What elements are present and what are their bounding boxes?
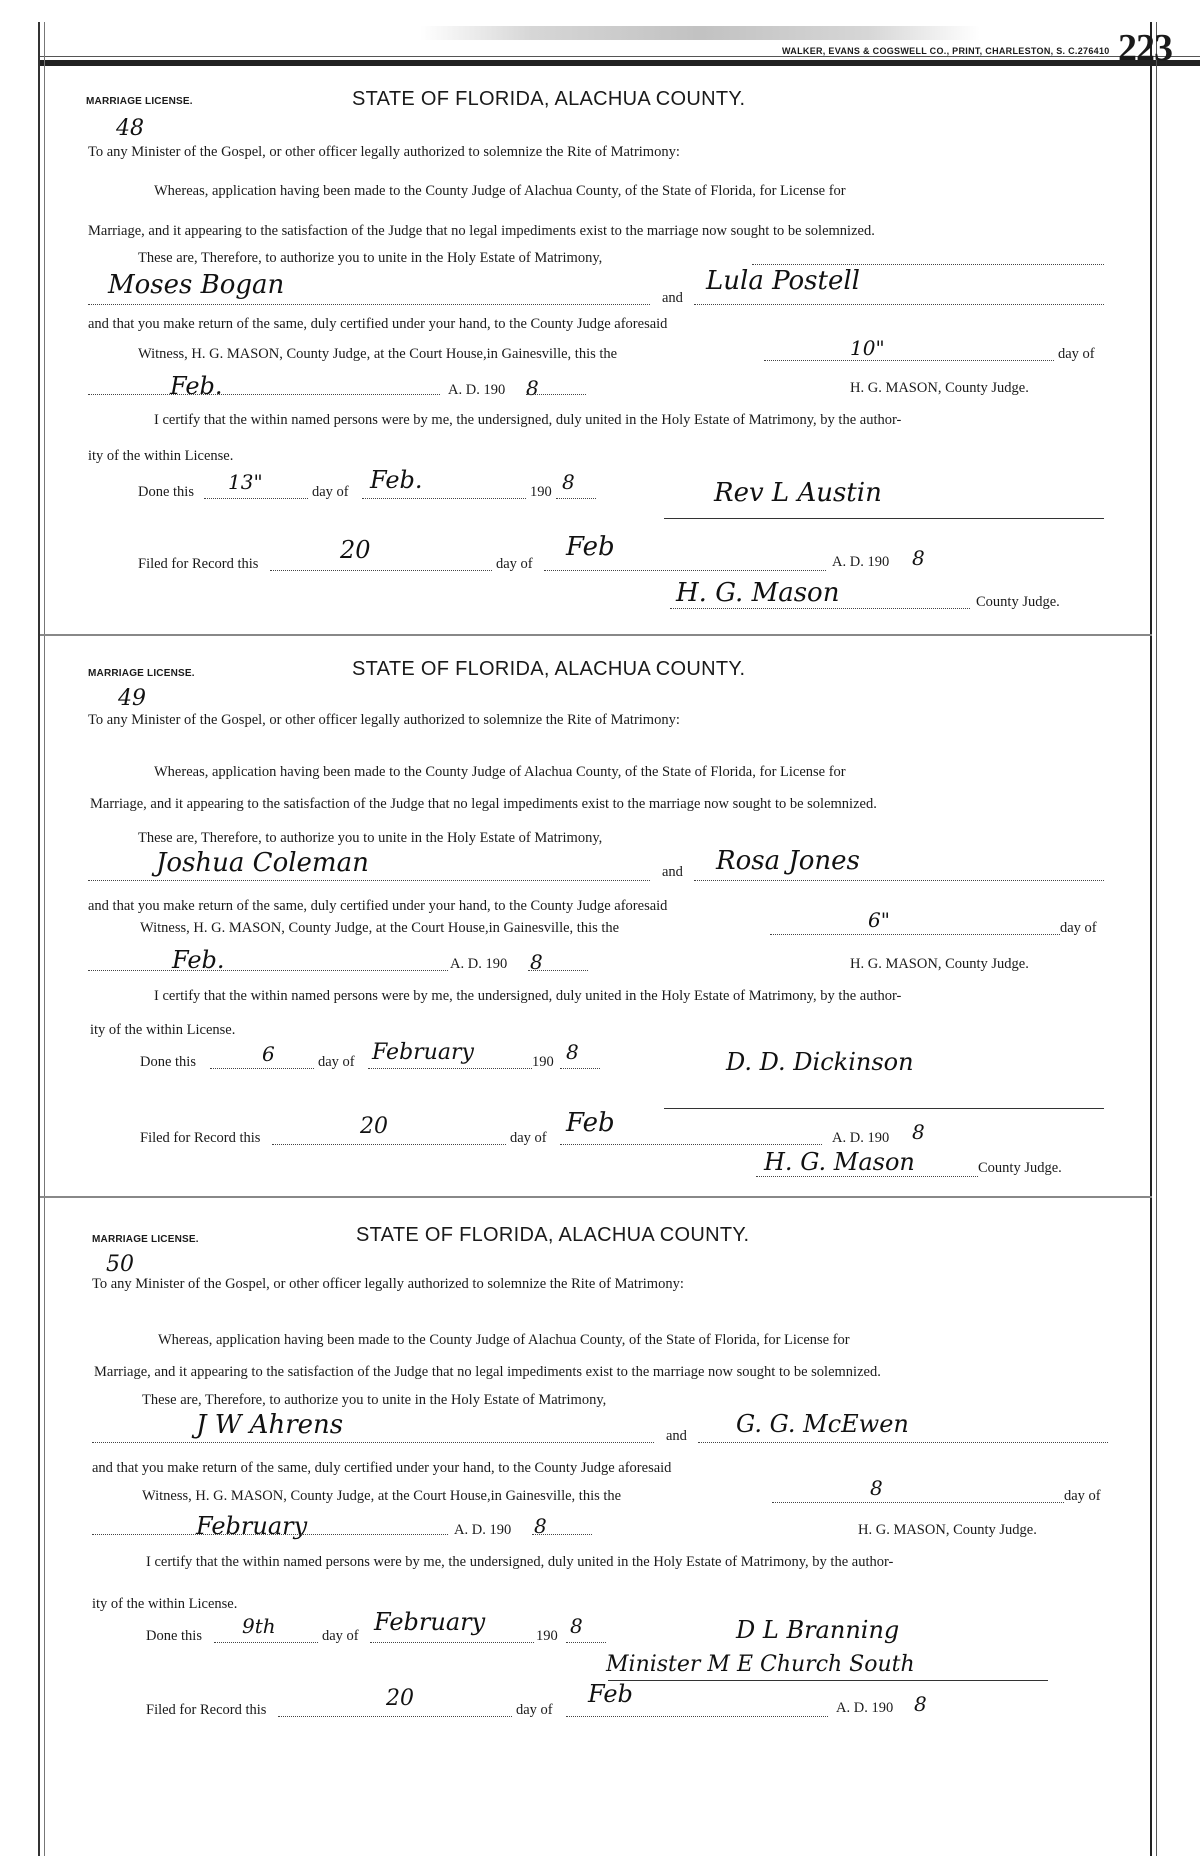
- page-number: 223: [1118, 27, 1172, 69]
- filed-label: Filed for Record this: [146, 1702, 267, 1718]
- done-month: February: [374, 1608, 486, 1636]
- license-label: MARRIAGE LICENSE.: [86, 96, 193, 107]
- done-year: 8: [562, 470, 575, 494]
- certify-line-1: I certify that the within named persons were by me, the undersigned, duly united in the Holy Estate of Matrimony, by the author-: [154, 412, 902, 428]
- top-rule-thin: [40, 56, 1200, 57]
- filed-day: 20: [340, 536, 371, 564]
- these-are: These are, Therefore, to authorize you to unite in the Holy Estate of Matrimony,: [142, 1392, 607, 1408]
- state-title: STATE OF FLORIDA, ALACHUA COUNTY.: [352, 88, 746, 110]
- these-are: These are, Therefore, to authorize you to unite in the Holy Estate of Matrimony,: [138, 250, 603, 266]
- witness-line: Witness, H. G. MASON, County Judge, at the Court House,in Gainesville, this the: [142, 1488, 622, 1504]
- officiant-signature: D. D. Dickinson: [726, 1048, 914, 1076]
- done-this-label: Done this: [138, 484, 194, 500]
- filed-day: 20: [360, 1114, 388, 1139]
- witness-day: 10": [850, 336, 885, 360]
- license-number: 49: [118, 686, 146, 711]
- judge-printed: H. G. MASON, County Judge.: [858, 1522, 1037, 1538]
- judge-signature: H. G. Mason: [676, 578, 840, 608]
- printer-imprint: WALKER, EVANS & COGSWELL CO., PRINT, CHARLESTON, S. C.276410: [782, 46, 1110, 56]
- judge-printed: H. G. MASON, County Judge.: [850, 380, 1029, 396]
- certify-line-2: ity of the within License.: [90, 1022, 236, 1038]
- filed-day-of: day of: [496, 556, 533, 572]
- groom-name: Moses Bogan: [108, 270, 285, 300]
- filed-day: 20: [386, 1686, 414, 1711]
- block-separator-1: [40, 634, 1152, 636]
- done-this-label: Done this: [140, 1054, 196, 1070]
- done-month: February: [372, 1040, 474, 1065]
- done-day: 9th: [242, 1614, 276, 1638]
- left-frame-line: [38, 22, 40, 1856]
- done-month: Feb.: [370, 466, 423, 494]
- certify-line-1: I certify that the within named persons were by me, the undersigned, duly united in the Holy Estate of Matrimony, by the author-: [146, 1554, 894, 1570]
- officiant-title: Minister M E Church South: [606, 1652, 915, 1677]
- bride-name: Rosa Jones: [716, 846, 860, 876]
- filed-month: Feb: [566, 1108, 615, 1138]
- whereas-line-1: Whereas, application having been made to the County Judge of Alachua County, of the State of Florida, for License for: [154, 183, 846, 199]
- left-frame-line-inner: [44, 22, 45, 1856]
- filed-ad-label: A. D. 190: [832, 554, 890, 570]
- bride-name: Lula Postell: [706, 266, 860, 296]
- filed-day-of: day of: [510, 1130, 547, 1146]
- witness-day: 8: [870, 1476, 883, 1500]
- license-number: 50: [106, 1252, 134, 1277]
- filed-month: Feb: [588, 1680, 633, 1708]
- day-of-label: day of: [1058, 346, 1095, 362]
- salutation: To any Minister of the Gospel, or other officer legally authorized to solemnize the Rite of Matrimony:: [88, 712, 680, 728]
- county-judge-label: County Judge.: [976, 594, 1060, 610]
- done-year: 8: [570, 1614, 583, 1638]
- whereas-line-2: Marriage, and it appearing to the satisfaction of the Judge that no legal impediments exist to the marriage now sought to be solemnized.: [94, 1364, 881, 1380]
- certify-line-2: ity of the within License.: [88, 448, 234, 464]
- done-day-of: day of: [318, 1054, 355, 1070]
- certify-line-2: ity of the within License.: [92, 1596, 238, 1612]
- and-label: and: [662, 290, 683, 306]
- state-title: STATE OF FLORIDA, ALACHUA COUNTY.: [352, 658, 746, 680]
- license-label: MARRIAGE LICENSE.: [88, 668, 195, 679]
- certify-line-1: I certify that the within named persons were by me, the undersigned, duly united in the Holy Estate of Matrimony, by the author-: [154, 988, 902, 1004]
- ad-label: A. D. 190: [454, 1522, 512, 1538]
- done-day: 6: [262, 1042, 275, 1066]
- and-label: and: [662, 864, 683, 880]
- block-separator-2: [40, 1196, 1152, 1198]
- license-label: MARRIAGE LICENSE.: [92, 1234, 199, 1245]
- return-line: and that you make return of the same, duly certified under your hand, to the County Judge aforesaid: [88, 898, 668, 914]
- witness-year: 8: [534, 1514, 547, 1538]
- whereas-line-2: Marriage, and it appearing to the satisfaction of the Judge that no legal impediments exist to the marriage now sought to be solemnized.: [90, 796, 877, 812]
- filed-label: Filed for Record this: [138, 556, 259, 572]
- whereas-line-2: Marriage, and it appearing to the satisfaction of the Judge that no legal impediments exist to the marriage now sought to be solemnized.: [88, 223, 875, 239]
- done-day-of: day of: [312, 484, 349, 500]
- filed-ad-label: A. D. 190: [832, 1130, 890, 1146]
- license-number: 48: [116, 116, 144, 141]
- and-label: and: [666, 1428, 687, 1444]
- salutation: To any Minister of the Gospel, or other officer legally authorized to solemnize the Rite of Matrimony:: [88, 144, 680, 160]
- done-day-of: day of: [322, 1628, 359, 1644]
- filed-year: 8: [914, 1692, 927, 1716]
- witness-day: 6": [868, 908, 890, 932]
- scan-smudge: [420, 26, 980, 40]
- right-frame-line-inner: [1156, 22, 1157, 1856]
- witness-month: Feb.: [172, 946, 225, 974]
- judge-printed: H. G. MASON, County Judge.: [850, 956, 1029, 972]
- done-year-label: 190: [532, 1054, 554, 1070]
- witness-month: Feb.: [170, 372, 223, 400]
- witness-line: Witness, H. G. MASON, County Judge, at the Court House,in Gainesville, this the: [140, 920, 620, 936]
- witness-line: Witness, H. G. MASON, County Judge, at the Court House,in Gainesville, this the: [138, 346, 618, 362]
- salutation: To any Minister of the Gospel, or other officer legally authorized to solemnize the Rite of Matrimony:: [92, 1276, 684, 1292]
- done-this-label: Done this: [146, 1628, 202, 1644]
- ad-label: A. D. 190: [450, 956, 508, 972]
- groom-name: J W Ahrens: [196, 1410, 344, 1440]
- top-rule: [40, 60, 1200, 66]
- judge-signature: H. G. Mason: [764, 1148, 915, 1176]
- filed-day-of: day of: [516, 1702, 553, 1718]
- state-title: STATE OF FLORIDA, ALACHUA COUNTY.: [356, 1224, 750, 1246]
- ad-label: A. D. 190: [448, 382, 506, 398]
- day-of-label: day of: [1060, 920, 1097, 936]
- filed-year: 8: [912, 546, 925, 570]
- witness-year: 8: [526, 376, 539, 400]
- done-year-label: 190: [530, 484, 552, 500]
- witness-year: 8: [530, 950, 543, 974]
- done-year: 8: [566, 1040, 579, 1064]
- county-judge-label: County Judge.: [978, 1160, 1062, 1176]
- right-frame-line: [1150, 22, 1152, 1856]
- witness-month: February: [196, 1512, 308, 1540]
- done-year-label: 190: [536, 1628, 558, 1644]
- filed-month: Feb: [566, 532, 615, 562]
- filed-ad-label: A. D. 190: [836, 1700, 894, 1716]
- filed-year: 8: [912, 1120, 925, 1144]
- whereas-line-1: Whereas, application having been made to the County Judge of Alachua County, of the State of Florida, for License for: [154, 764, 846, 780]
- officiant-signature: D L Branning: [736, 1616, 900, 1644]
- return-line: and that you make return of the same, duly certified under your hand, to the County Judge aforesaid: [88, 316, 668, 332]
- these-are: These are, Therefore, to authorize you to unite in the Holy Estate of Matrimony,: [138, 830, 603, 846]
- done-day: 13": [228, 470, 263, 494]
- bride-name: G. G. McEwen: [736, 1410, 909, 1438]
- officiant-signature: Rev L Austin: [714, 478, 882, 508]
- return-line: and that you make return of the same, duly certified under your hand, to the County Judge aforesaid: [92, 1460, 672, 1476]
- groom-name: Joshua Coleman: [156, 848, 369, 878]
- whereas-line-1: Whereas, application having been made to the County Judge of Alachua County, of the State of Florida, for License for: [158, 1332, 850, 1348]
- filed-label: Filed for Record this: [140, 1130, 261, 1146]
- day-of-label: day of: [1064, 1488, 1101, 1504]
